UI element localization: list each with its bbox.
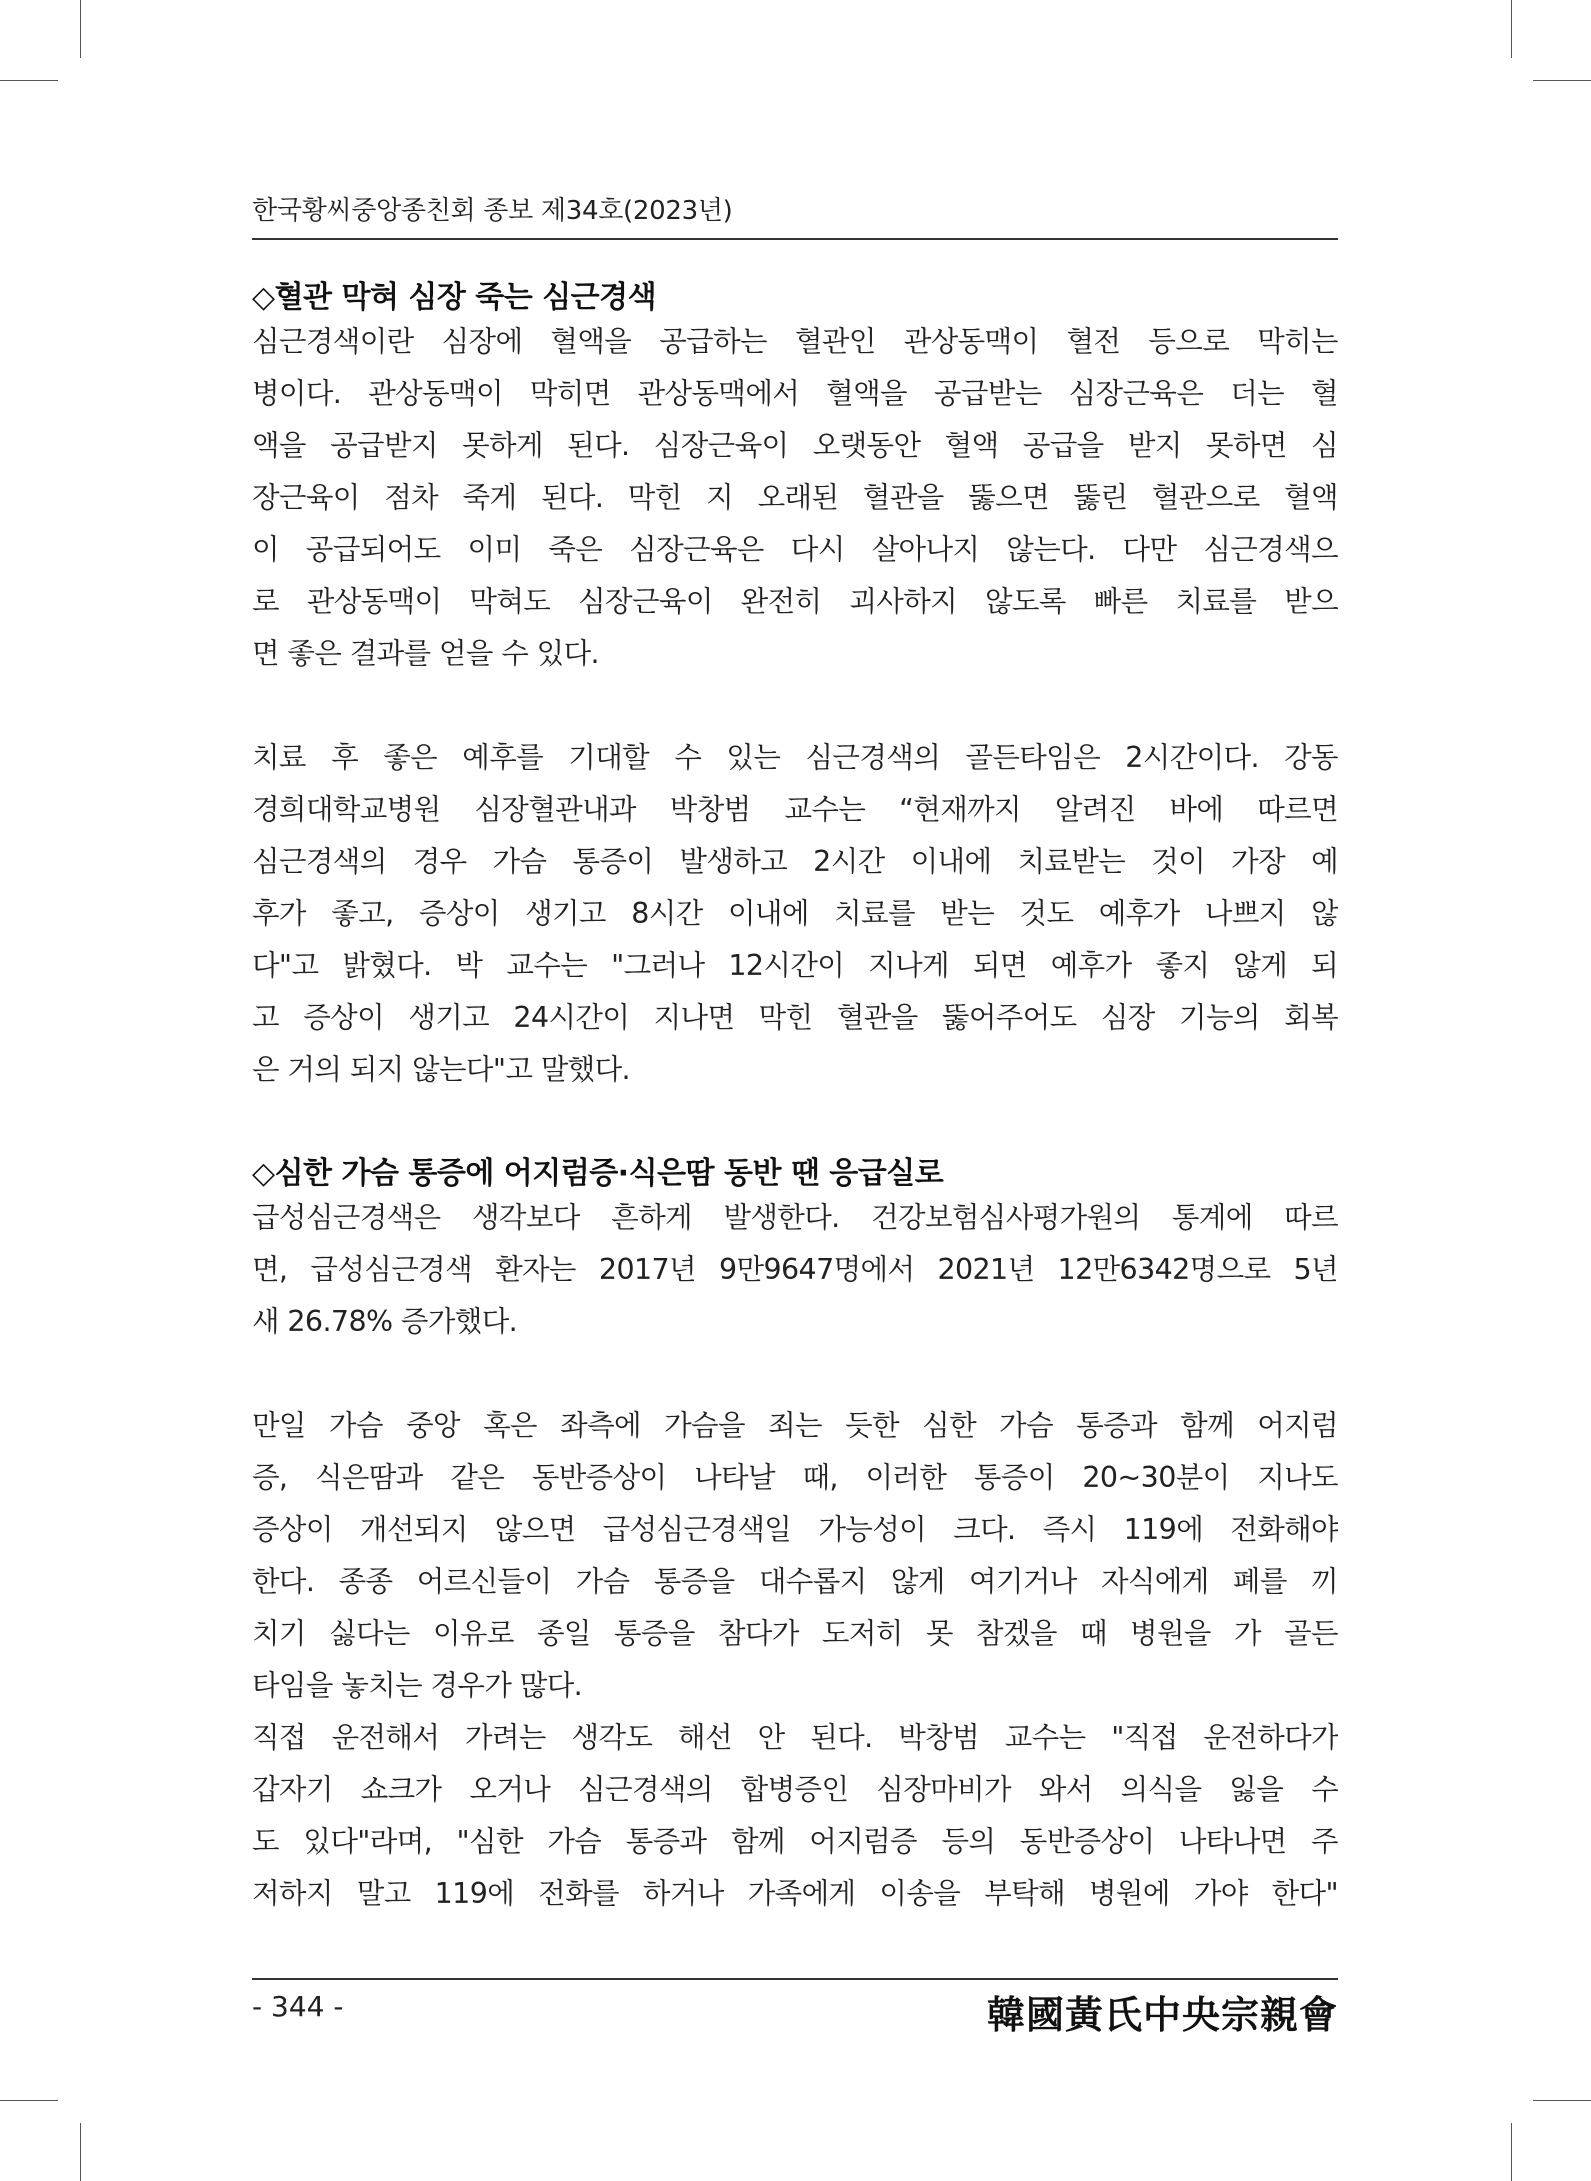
text-line: 치기 싫다는 이유로 종일 통증을 참다가 도저히 못 참겠을 때 병원을 가 골든 <box>252 1617 1338 1650</box>
text-line: 다"고 밝혔다. 박 교수는 "그러나 12시간이 지나게 되면 예후가 좋지 않게 되 <box>252 949 1338 982</box>
text-line: 급성심근경색은 생각보다 흔하게 발생한다. 건강보험심사평가원의 통계에 따르 <box>252 1201 1338 1234</box>
crop-mark <box>1533 2100 1591 2101</box>
crop-mark <box>80 2123 81 2181</box>
text-line: 병이다. 관상동맥이 막히면 관상동맥에서 혈액을 공급받는 심장근육은 더는 혈 <box>252 377 1338 410</box>
text-line: 로 관상동맥이 막혀도 심장근육이 완전히 괴사하지 않도록 빠른 치료를 받으 <box>252 585 1338 618</box>
text-line: 저하지 말고 119에 전화를 하거나 가족에게 이송을 부탁해 병원에 가야 한다" <box>252 1877 1338 1910</box>
text-line: 갑자기 쇼크가 오거나 심근경색의 합병증인 심장마비가 와서 의식을 잃을 수 <box>252 1773 1338 1806</box>
text-line: 증상이 개선되지 않으면 급성심근경색일 가능성이 크다. 즉시 119에 전화해야 <box>252 1513 1338 1546</box>
text-line: 직접 운전해서 가려는 생각도 해선 안 된다. 박창범 교수는 "직접 운전하다가 <box>252 1721 1338 1754</box>
text-line: 심근경색이란 심장에 혈액을 공급하는 혈관인 관상동맥이 혈전 등으로 막히는 <box>252 325 1338 358</box>
paragraph <box>252 732 1338 1096</box>
text-line: 은 거의 되지 않는다"고 말했다. <box>252 1053 630 1086</box>
text-line: 액을 공급받지 못하게 된다. 심장근육이 오랫동안 혈액 공급을 받지 못하면 심 <box>252 429 1338 462</box>
section-title: ◇혈관 막혀 심장 죽는 심근경색 <box>252 280 657 315</box>
crop-mark <box>1511 2123 1512 2181</box>
text-line: 면 좋은 결과를 얻을 수 있다. <box>252 637 599 670</box>
running-header: 한국황씨중앙종친회 종보 제34호(2023년) <box>252 196 733 226</box>
society-logo: 韓國黃氏中央宗親會 <box>986 1992 1338 2037</box>
text-line: 고 증상이 생기고 24시간이 지나면 막힌 혈관을 뚫어주어도 심장 기능의 회복 <box>252 1001 1338 1034</box>
section-title: ◇심한 가슴 통증에 어지럼증·식은땀 동반 땐 응급실로 <box>252 1156 944 1191</box>
text-line: 후가 좋고, 증상이 생기고 8시간 이내에 치료를 받는 것도 예후가 나쁘지 않 <box>252 897 1338 930</box>
text-line: 이 공급되어도 이미 죽은 심장근육은 다시 살아나지 않는다. 다만 심근경색으 <box>252 533 1338 566</box>
text-line: 타임을 놓치는 경우가 많다. <box>252 1669 583 1702</box>
paragraph <box>252 316 1338 680</box>
text-line: 치료 후 좋은 예후를 기대할 수 있는 심근경색의 골든타임은 2시간이다. 강동 <box>252 741 1338 774</box>
paragraph <box>252 1400 1338 1712</box>
paragraph <box>252 1712 1338 1920</box>
footer-divider <box>252 1978 1338 1980</box>
text-line: 만일 가슴 중앙 혹은 좌측에 가슴을 죄는 듯한 심한 가슴 통증과 함께 어지럼 <box>252 1409 1338 1442</box>
text-line: 경희대학교병원 심장혈관내과 박창범 교수는 “현재까지 알려진 바에 따르면 <box>252 793 1338 826</box>
text-line: 한다. 종종 어르신들이 가슴 통증을 대수롭지 않게 여기거나 자식에게 폐를 끼 <box>252 1565 1338 1598</box>
text-line: 새 26.78% 증가했다. <box>252 1305 518 1338</box>
text-line: 증, 식은땀과 같은 동반증상이 나타날 때, 이러한 통증이 20~30분이 지나도 <box>252 1461 1338 1494</box>
crop-mark <box>0 80 58 81</box>
text-line: 도 있다"라며, "심한 가슴 통증과 함께 어지럼증 등의 동반증상이 나타나면 주 <box>252 1825 1338 1858</box>
crop-mark <box>80 0 81 58</box>
crop-mark <box>1511 0 1512 58</box>
text-line: 심근경색의 경우 가슴 통증이 발생하고 2시간 이내에 치료받는 것이 가장 예 <box>252 845 1338 878</box>
crop-mark <box>1533 80 1591 81</box>
paragraph <box>252 1192 1338 1348</box>
page-number: - 344 - <box>252 1990 344 2023</box>
text-line: 면, 급성심근경색 환자는 2017년 9만9647명에서 2021년 12만6342명으로 5년 <box>252 1253 1338 1286</box>
header-divider <box>252 238 1338 240</box>
text-line: 장근육이 점차 죽게 된다. 막힌 지 오래된 혈관을 뚫으면 뚫린 혈관으로 혈액 <box>252 481 1338 514</box>
crop-mark <box>0 2100 58 2101</box>
